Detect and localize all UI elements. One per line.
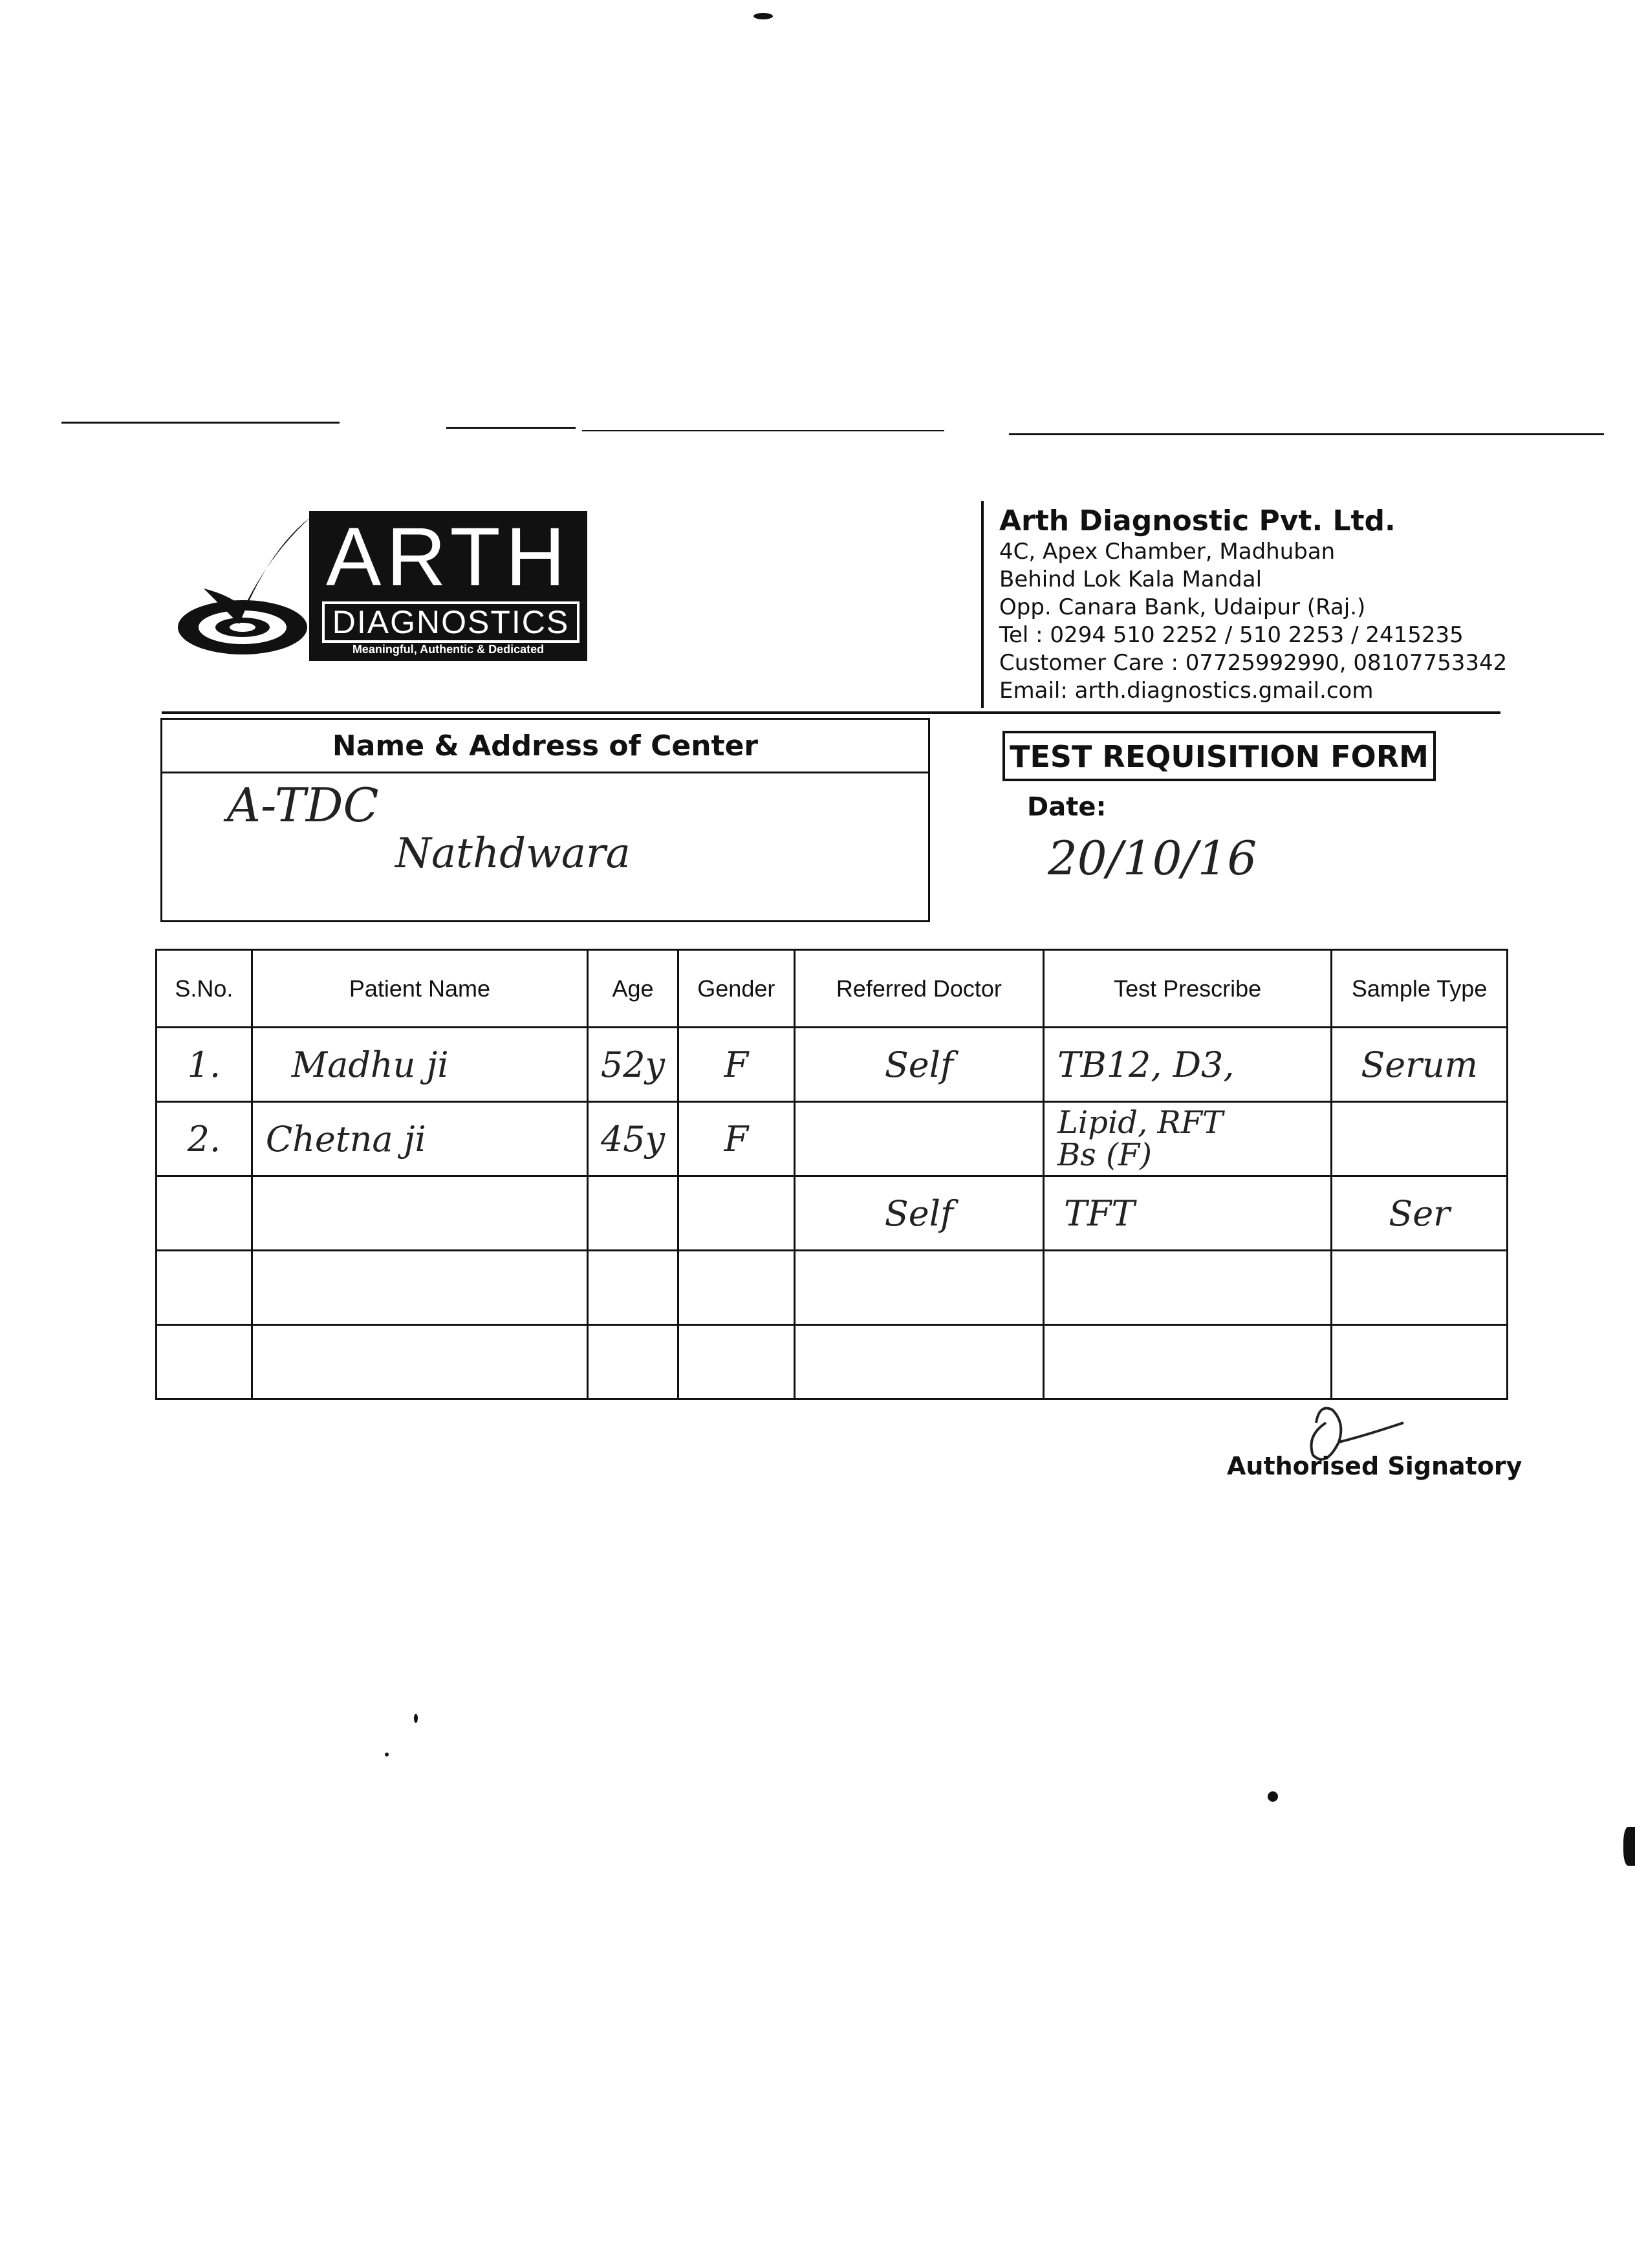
address-line: Behind Lok Kala Mandal (999, 567, 1262, 592)
test-line: Lipid, RFT (1057, 1105, 1224, 1141)
table-row (157, 1325, 1508, 1399)
header-gender: Gender (678, 950, 794, 1028)
date-value: 20/10/16 (1048, 831, 1257, 885)
center-heading: Name & Address of Center (162, 720, 928, 773)
cell-patient-name: Madhu ji (252, 1028, 587, 1102)
table-header-row (157, 950, 1508, 1028)
cell-patient-name (252, 1176, 587, 1251)
cell-patient-name (252, 1325, 587, 1399)
cell-test: TB12, D3, (1044, 1028, 1332, 1102)
cell-sno: 2. (157, 1102, 252, 1176)
cell-sno: 1. (157, 1028, 252, 1102)
cell-referred-doctor: Self (794, 1176, 1043, 1251)
test-extra-line: Bs (F) (1057, 1137, 1152, 1173)
signatory-label: Authorised Signatory (1227, 1452, 1522, 1480)
cell-referred-doctor (794, 1251, 1043, 1325)
header-rule (162, 711, 1500, 714)
scan-speck (385, 1753, 389, 1756)
cell-patient-name (252, 1251, 587, 1325)
logo-tagline: Meaningful, Authentic & Dedicated (352, 643, 545, 656)
cell-age: 45y (588, 1102, 678, 1176)
cell-test: TFT (1044, 1176, 1332, 1251)
scan-speck (1268, 1791, 1278, 1802)
header-age: Age (588, 950, 678, 1028)
header-patient-name: Patient Name (252, 950, 587, 1028)
cell-gender (678, 1325, 794, 1399)
logo (309, 511, 587, 661)
cell-sno (157, 1251, 252, 1325)
cell-patient-name: Chetna ji (252, 1102, 587, 1176)
top-separator-4 (1009, 433, 1604, 435)
table-row (157, 1102, 1508, 1176)
header-sample-type: Sample Type (1332, 950, 1508, 1028)
cell-gender (678, 1251, 794, 1325)
table-row (157, 1176, 1508, 1251)
cell-referred-doctor (794, 1325, 1043, 1399)
cell-gender (678, 1176, 794, 1251)
address-line: Opp. Canara Bank, Udaipur (Raj.) (999, 594, 1366, 620)
center-location: Nathdwara (395, 830, 631, 878)
scan-speck (1623, 1827, 1635, 1866)
center-box (160, 718, 930, 922)
customer-care-line: Customer Care : 07725992990, 08107753342 (999, 650, 1508, 676)
cell-sample-type (1332, 1325, 1508, 1399)
logo-subtext: DIAGNOSTICS (322, 601, 579, 643)
cell-test (1044, 1102, 1332, 1176)
logo-text: ARTH (325, 511, 571, 603)
cell-sample-type (1332, 1102, 1508, 1176)
top-separator-2 (446, 427, 576, 429)
cell-test (1044, 1325, 1332, 1399)
email-line: Email: arth.diagnostics.gmail.com (999, 678, 1374, 704)
date-label: Date: (1027, 792, 1107, 822)
cell-gender: F (678, 1028, 794, 1102)
table-row (157, 1028, 1508, 1102)
form-title: TEST REQUISITION FORM (1002, 731, 1436, 781)
scan-speck (414, 1714, 418, 1723)
target-check-icon (171, 511, 320, 666)
top-separator-3 (582, 430, 944, 431)
cell-age (588, 1251, 678, 1325)
cell-age: 52y (588, 1028, 678, 1102)
requisition-table (155, 949, 1508, 1400)
cell-gender: F (678, 1102, 794, 1176)
header-test-prescribe: Test Prescribe (1044, 950, 1332, 1028)
table-row (157, 1251, 1508, 1325)
top-separator-1 (61, 422, 340, 424)
company-block (999, 504, 1507, 705)
header-sno: S.No. (157, 950, 252, 1028)
cell-sample-type: Serum (1332, 1028, 1508, 1102)
header-referred-doctor: Referred Doctor (794, 950, 1043, 1028)
center-name: A-TDC (227, 778, 379, 832)
cell-test (1044, 1251, 1332, 1325)
company-name: Arth Diagnostic Pvt. Ltd. (999, 504, 1396, 537)
cell-sno (157, 1176, 252, 1251)
cell-sample-type: Ser (1332, 1176, 1508, 1251)
address-line: 4C, Apex Chamber, Madhuban (999, 539, 1336, 565)
phone-line: Tel : 0294 510 2252 / 510 2253 / 2415235 (999, 622, 1464, 648)
cell-age (588, 1176, 678, 1251)
cell-age (588, 1325, 678, 1399)
cell-referred-doctor (794, 1102, 1043, 1176)
cell-sample-type (1332, 1251, 1508, 1325)
header-divider (981, 501, 984, 708)
cell-sno (157, 1325, 252, 1399)
scan-speck (753, 13, 773, 19)
cell-referred-doctor: Self (794, 1028, 1043, 1102)
